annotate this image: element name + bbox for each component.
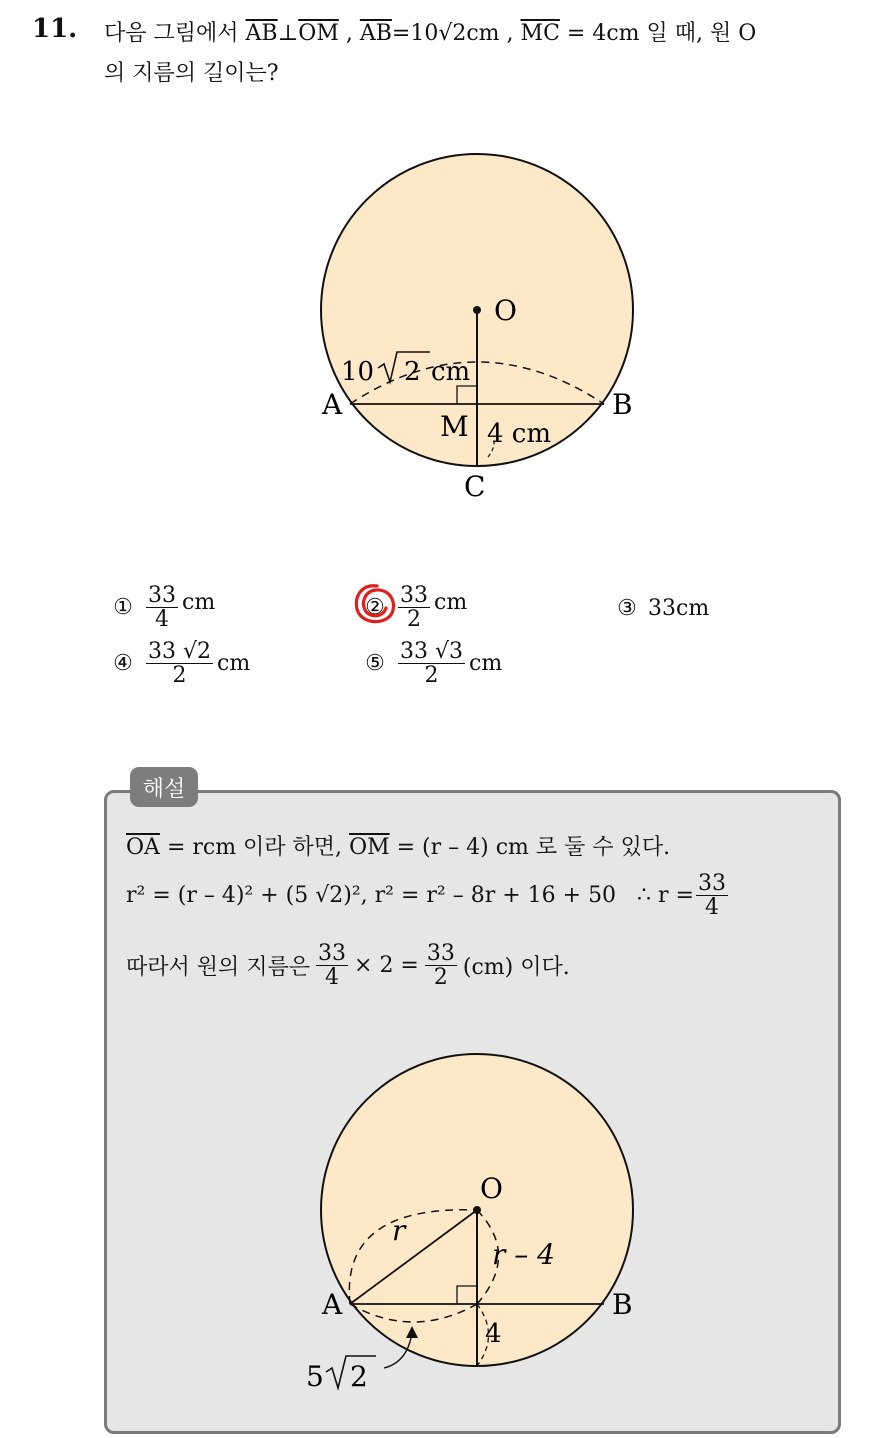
choice-1[interactable] bbox=[110, 584, 215, 631]
choice-2-num: 33 bbox=[400, 583, 428, 608]
solution-frac-2-den: 2 bbox=[433, 965, 448, 991]
solution-line-2 bbox=[126, 872, 730, 919]
choice-1-mark: ① bbox=[113, 595, 133, 621]
choice-5-num: 33 √3 bbox=[400, 639, 464, 664]
label-10: 10 bbox=[341, 357, 375, 387]
segment-ab-2: $\overline{AB}$ bbox=[359, 21, 392, 46]
choice-2-mark: ② bbox=[365, 595, 385, 621]
label-5: 5 bbox=[306, 1360, 324, 1393]
choice-2-den: 2 bbox=[407, 607, 421, 633]
question-text-line1 bbox=[104, 16, 756, 47]
choice-3[interactable] bbox=[614, 596, 709, 621]
label-a: A bbox=[322, 388, 343, 421]
choice-1-den: 4 bbox=[155, 607, 169, 633]
choice-4-fraction bbox=[146, 640, 213, 687]
choice-5-den: 2 bbox=[424, 663, 439, 689]
ab-value: √2cm bbox=[438, 21, 500, 46]
choice-2-unit: cm bbox=[434, 590, 468, 616]
solution-r-num: 33 bbox=[697, 871, 726, 896]
solution-frac-1-num: 33 bbox=[318, 941, 347, 966]
label-r-minus-4: r – 4 bbox=[492, 1238, 555, 1271]
solution-line-2a: r² = (r – 4)² + (5 √2)², r² = r² – 8r + 16 + 50 ∴ r = bbox=[126, 883, 694, 909]
solution-line-1b: = (r – 4) cm 로 둘 수 있다. bbox=[396, 835, 671, 860]
label-cm: cm bbox=[431, 357, 471, 387]
segment-ab: $\overline{AB}$ bbox=[245, 21, 278, 46]
solution-line-3 bbox=[126, 942, 570, 989]
comma: , bbox=[345, 21, 353, 46]
choice-1-num: 33 bbox=[148, 583, 176, 608]
question-intro: 다음 그림에서 bbox=[104, 21, 239, 46]
question-text-line2: 의 지름의 길이는? bbox=[104, 61, 279, 86]
circle-figure-1 bbox=[300, 150, 660, 510]
solution-line-1a: = rcm 이라 하면, bbox=[166, 835, 343, 860]
choice-5-unit: cm bbox=[469, 651, 503, 677]
solution-frac-2-num: 33 bbox=[426, 941, 455, 966]
mc-value: = 4cm 일 때, 원 O bbox=[566, 21, 757, 46]
label-c: C bbox=[464, 470, 486, 503]
choice-4-mark: ④ bbox=[113, 651, 133, 677]
label-4cm: 4 cm bbox=[487, 419, 552, 449]
segment-oa: $\overline{OA}$ bbox=[126, 835, 160, 860]
segment-om: $\overline{OM}$ bbox=[298, 21, 339, 46]
label-m: M bbox=[440, 410, 469, 443]
label-b: B bbox=[612, 388, 633, 421]
question-number: 11. bbox=[32, 14, 78, 44]
perp-symbol: ⊥ bbox=[277, 21, 299, 46]
choice-5-mark: ⑤ bbox=[365, 651, 385, 677]
solution-line-3b: × 2 = bbox=[354, 953, 419, 979]
choice-4[interactable] bbox=[110, 640, 250, 687]
label-o-2: O bbox=[480, 1172, 503, 1205]
solution-frac-1-den: 4 bbox=[325, 965, 340, 991]
solution-r-fraction bbox=[696, 872, 728, 919]
segment-om-sol: $\overline{OM}$ bbox=[349, 835, 390, 860]
label-r: r bbox=[392, 1214, 406, 1247]
choice-5[interactable] bbox=[362, 640, 502, 687]
center-point bbox=[473, 306, 481, 314]
choice-3-mark: ③ bbox=[617, 596, 637, 621]
choice-4-num: 33 √2 bbox=[148, 639, 212, 664]
label-root2-2: 2 bbox=[350, 1360, 368, 1393]
label-b-2: B bbox=[612, 1288, 633, 1321]
choice-3-text: 33cm bbox=[648, 596, 710, 621]
circle-figure-2 bbox=[300, 1040, 660, 1400]
choice-4-unit: cm bbox=[217, 651, 251, 677]
solution-r-den: 4 bbox=[704, 895, 719, 921]
label-o: O bbox=[494, 294, 517, 327]
label-a-2: A bbox=[322, 1288, 343, 1321]
label-root2: 2 bbox=[404, 357, 421, 387]
solution-line-1 bbox=[126, 830, 670, 861]
solution-frac-1 bbox=[316, 942, 348, 989]
solution-frac-2 bbox=[425, 942, 457, 989]
ab-equals: =10 bbox=[391, 21, 439, 46]
solution-line-3c: (cm) 이다. bbox=[462, 955, 570, 981]
segment-mc: $\overline{MC}$ bbox=[520, 21, 560, 46]
choice-1-fraction bbox=[146, 584, 178, 631]
choice-5-fraction bbox=[398, 640, 465, 687]
label-4: 4 bbox=[485, 1319, 502, 1349]
comma-2: , bbox=[506, 21, 514, 46]
choice-1-unit: cm bbox=[182, 590, 216, 616]
choice-4-den: 2 bbox=[172, 663, 187, 689]
solution-line-3a: 따라서 원의 지름은 bbox=[126, 955, 311, 981]
selected-answer-ring bbox=[350, 580, 400, 630]
choice-2-fraction bbox=[398, 584, 430, 631]
solution-tab: 해설 bbox=[130, 767, 198, 807]
